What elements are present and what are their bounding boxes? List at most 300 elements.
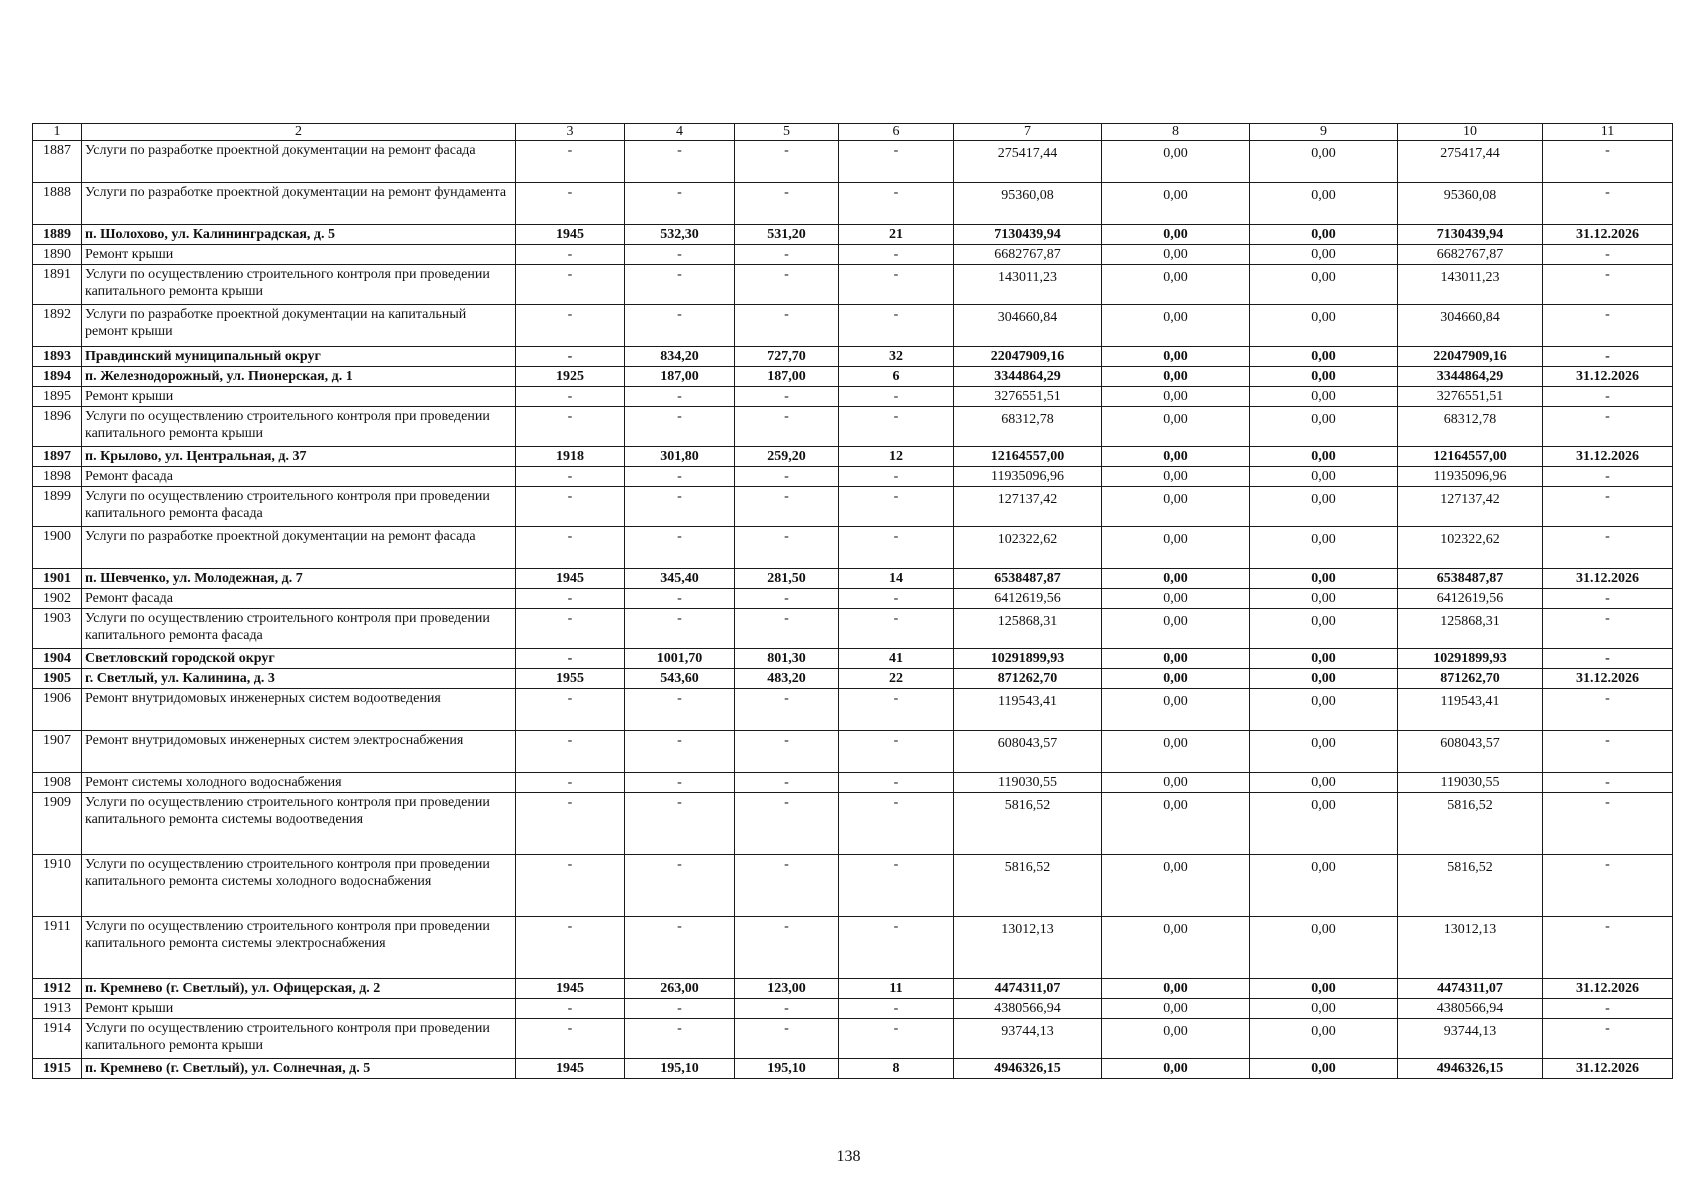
cost-fund-cell: 0,00 bbox=[1102, 731, 1250, 773]
area-living-cell: - bbox=[735, 689, 839, 731]
item-name-cell: Ремонт системы холодного водоснабжения bbox=[82, 773, 516, 793]
cost-owners-cell: 4946326,15 bbox=[1398, 1059, 1543, 1079]
cost-total-cell: 93744,13 bbox=[954, 1019, 1102, 1059]
row-number-cell: 1904 bbox=[33, 649, 82, 669]
table-row bbox=[33, 407, 1673, 447]
cost-total-cell: 3344864,29 bbox=[954, 367, 1102, 387]
cost-total-cell: 125868,31 bbox=[954, 609, 1102, 649]
residents-cell: - bbox=[839, 999, 954, 1019]
year-cell: - bbox=[516, 649, 625, 669]
area-total-cell: - bbox=[625, 527, 735, 569]
table-row-object bbox=[33, 569, 1673, 589]
row-number-cell: 1911 bbox=[33, 917, 82, 979]
year-cell: - bbox=[516, 183, 625, 225]
residents-cell: 11 bbox=[839, 979, 954, 999]
residents-cell: - bbox=[839, 1019, 954, 1059]
area-total-cell: - bbox=[625, 609, 735, 649]
item-name-cell: Ремонт крыши bbox=[82, 245, 516, 265]
item-name-cell: Услуги по осуществлению строительного контроля при проведении капитального ремонта крыши bbox=[82, 1019, 516, 1059]
row-number-cell: 1915 bbox=[33, 1059, 82, 1079]
item-name-cell: п. Шолохово, ул. Калининградская, д. 5 bbox=[82, 225, 516, 245]
area-total-cell: - bbox=[625, 999, 735, 1019]
cost-budget-cell: 0,00 bbox=[1250, 979, 1398, 999]
deadline-cell: 31.12.2026 bbox=[1543, 1059, 1673, 1079]
year-cell: - bbox=[516, 305, 625, 347]
cost-owners-cell: 119543,41 bbox=[1398, 689, 1543, 731]
cost-budget-cell: 0,00 bbox=[1250, 589, 1398, 609]
cost-total-cell: 119543,41 bbox=[954, 689, 1102, 731]
residents-cell: - bbox=[839, 265, 954, 305]
table-row-object bbox=[33, 225, 1673, 245]
deadline-cell: - bbox=[1543, 855, 1673, 917]
cost-fund-cell: 0,00 bbox=[1102, 649, 1250, 669]
cost-owners-cell: 6538487,87 bbox=[1398, 569, 1543, 589]
cost-owners-cell: 6682767,87 bbox=[1398, 245, 1543, 265]
cost-budget-cell: 0,00 bbox=[1250, 689, 1398, 731]
cost-fund-cell: 0,00 bbox=[1102, 999, 1250, 1019]
cost-fund-cell: 0,00 bbox=[1102, 347, 1250, 367]
row-number-cell: 1889 bbox=[33, 225, 82, 245]
year-cell: 1945 bbox=[516, 225, 625, 245]
area-total-cell: 301,80 bbox=[625, 447, 735, 467]
row-number-cell: 1912 bbox=[33, 979, 82, 999]
cost-total-cell: 95360,08 bbox=[954, 183, 1102, 225]
item-name-cell: Услуги по осуществлению строительного контроля при проведении капитального ремонта фасада bbox=[82, 487, 516, 527]
row-number-cell: 1896 bbox=[33, 407, 82, 447]
cost-owners-cell: 10291899,93 bbox=[1398, 649, 1543, 669]
area-living-cell: - bbox=[735, 487, 839, 527]
item-name-cell: Услуги по осуществлению строительного контроля при проведении капитального ремонта крыши bbox=[82, 265, 516, 305]
cost-total-cell: 4474311,07 bbox=[954, 979, 1102, 999]
cost-total-cell: 7130439,94 bbox=[954, 225, 1102, 245]
year-cell: - bbox=[516, 141, 625, 183]
area-living-cell: 123,00 bbox=[735, 979, 839, 999]
area-living-cell: 727,70 bbox=[735, 347, 839, 367]
row-number-cell: 1906 bbox=[33, 689, 82, 731]
area-total-cell: - bbox=[625, 917, 735, 979]
cost-budget-cell: 0,00 bbox=[1250, 367, 1398, 387]
table-row-object bbox=[33, 979, 1673, 999]
item-name-cell: п. Крылово, ул. Центральная, д. 37 bbox=[82, 447, 516, 467]
row-number-cell: 1902 bbox=[33, 589, 82, 609]
column-header: 9 bbox=[1250, 124, 1398, 141]
area-living-cell: 195,10 bbox=[735, 1059, 839, 1079]
area-living-cell: 259,20 bbox=[735, 447, 839, 467]
deadline-cell: 31.12.2026 bbox=[1543, 367, 1673, 387]
table-row bbox=[33, 467, 1673, 487]
item-name-cell: Светловский городской округ bbox=[82, 649, 516, 669]
cost-owners-cell: 5816,52 bbox=[1398, 793, 1543, 855]
table-row bbox=[33, 793, 1673, 855]
area-living-cell: - bbox=[735, 855, 839, 917]
item-name-cell: п. Кремнево (г. Светлый), ул. Офицерская, д. 2 bbox=[82, 979, 516, 999]
cost-fund-cell: 0,00 bbox=[1102, 979, 1250, 999]
cost-budget-cell: 0,00 bbox=[1250, 569, 1398, 589]
cost-total-cell: 3276551,51 bbox=[954, 387, 1102, 407]
item-name-cell: Услуги по осуществлению строительного контроля при проведении капитального ремонта системы водоотведения bbox=[82, 793, 516, 855]
cost-fund-cell: 0,00 bbox=[1102, 527, 1250, 569]
year-cell: - bbox=[516, 265, 625, 305]
cost-total-cell: 6412619,56 bbox=[954, 589, 1102, 609]
item-name-cell: Услуги по осуществлению строительного контроля при проведении капитального ремонта фасада bbox=[82, 609, 516, 649]
table-row bbox=[33, 183, 1673, 225]
residents-cell: - bbox=[839, 527, 954, 569]
row-number-cell: 1910 bbox=[33, 855, 82, 917]
cost-owners-cell: 3276551,51 bbox=[1398, 387, 1543, 407]
cost-budget-cell: 0,00 bbox=[1250, 999, 1398, 1019]
cost-owners-cell: 608043,57 bbox=[1398, 731, 1543, 773]
cost-owners-cell: 4380566,94 bbox=[1398, 999, 1543, 1019]
deadline-cell: - bbox=[1543, 467, 1673, 487]
column-header: 6 bbox=[839, 124, 954, 141]
area-living-cell: - bbox=[735, 387, 839, 407]
item-name-cell: п. Кремнево (г. Светлый), ул. Солнечная, д. 5 bbox=[82, 1059, 516, 1079]
area-living-cell: 187,00 bbox=[735, 367, 839, 387]
cost-owners-cell: 143011,23 bbox=[1398, 265, 1543, 305]
cost-budget-cell: 0,00 bbox=[1250, 527, 1398, 569]
cost-total-cell: 119030,55 bbox=[954, 773, 1102, 793]
column-header: 8 bbox=[1102, 124, 1250, 141]
cost-total-cell: 5816,52 bbox=[954, 855, 1102, 917]
residents-cell: - bbox=[839, 609, 954, 649]
cost-total-cell: 68312,78 bbox=[954, 407, 1102, 447]
deadline-cell: - bbox=[1543, 773, 1673, 793]
cost-budget-cell: 0,00 bbox=[1250, 225, 1398, 245]
cost-total-cell: 11935096,96 bbox=[954, 467, 1102, 487]
cost-total-cell: 13012,13 bbox=[954, 917, 1102, 979]
area-total-cell: - bbox=[625, 731, 735, 773]
residents-cell: 21 bbox=[839, 225, 954, 245]
residents-cell: - bbox=[839, 773, 954, 793]
area-total-cell: - bbox=[625, 387, 735, 407]
year-cell: - bbox=[516, 347, 625, 367]
cost-owners-cell: 93744,13 bbox=[1398, 1019, 1543, 1059]
row-number-cell: 1900 bbox=[33, 527, 82, 569]
item-name-cell: Ремонт внутридомовых инженерных систем водоотведения bbox=[82, 689, 516, 731]
year-cell: - bbox=[516, 917, 625, 979]
area-total-cell: 263,00 bbox=[625, 979, 735, 999]
residents-cell: - bbox=[839, 855, 954, 917]
residents-cell: - bbox=[839, 183, 954, 225]
cost-total-cell: 22047909,16 bbox=[954, 347, 1102, 367]
year-cell: 1955 bbox=[516, 669, 625, 689]
cost-budget-cell: 0,00 bbox=[1250, 917, 1398, 979]
area-total-cell: - bbox=[625, 689, 735, 731]
area-total-cell: - bbox=[625, 245, 735, 265]
cost-budget-cell: 0,00 bbox=[1250, 487, 1398, 527]
year-cell: 1945 bbox=[516, 979, 625, 999]
cost-fund-cell: 0,00 bbox=[1102, 305, 1250, 347]
table-row bbox=[33, 387, 1673, 407]
year-cell: - bbox=[516, 467, 625, 487]
deadline-cell: - bbox=[1543, 245, 1673, 265]
deadline-cell: 31.12.2026 bbox=[1543, 569, 1673, 589]
area-total-cell: 834,20 bbox=[625, 347, 735, 367]
table-row-object bbox=[33, 1059, 1673, 1079]
deadline-cell: - bbox=[1543, 731, 1673, 773]
cost-total-cell: 12164557,00 bbox=[954, 447, 1102, 467]
cost-fund-cell: 0,00 bbox=[1102, 407, 1250, 447]
cost-fund-cell: 0,00 bbox=[1102, 773, 1250, 793]
area-total-cell: - bbox=[625, 487, 735, 527]
row-number-cell: 1914 bbox=[33, 1019, 82, 1059]
table-row bbox=[33, 141, 1673, 183]
cost-fund-cell: 0,00 bbox=[1102, 669, 1250, 689]
year-cell: 1945 bbox=[516, 569, 625, 589]
area-total-cell: - bbox=[625, 467, 735, 487]
deadline-cell: 31.12.2026 bbox=[1543, 669, 1673, 689]
area-living-cell: - bbox=[735, 527, 839, 569]
area-living-cell: - bbox=[735, 1019, 839, 1059]
row-number-cell: 1888 bbox=[33, 183, 82, 225]
table-row-object bbox=[33, 669, 1673, 689]
residents-cell: - bbox=[839, 917, 954, 979]
table-row bbox=[33, 917, 1673, 979]
year-cell: - bbox=[516, 793, 625, 855]
deadline-cell: - bbox=[1543, 347, 1673, 367]
year-cell: - bbox=[516, 487, 625, 527]
item-name-cell: Услуги по разработке проектной документации на ремонт фундамента bbox=[82, 183, 516, 225]
cost-owners-cell: 871262,70 bbox=[1398, 669, 1543, 689]
area-total-cell: 195,10 bbox=[625, 1059, 735, 1079]
row-number-cell: 1903 bbox=[33, 609, 82, 649]
deadline-cell: - bbox=[1543, 589, 1673, 609]
cost-total-cell: 6538487,87 bbox=[954, 569, 1102, 589]
deadline-cell: 31.12.2026 bbox=[1543, 225, 1673, 245]
deadline-cell: - bbox=[1543, 689, 1673, 731]
cost-owners-cell: 127137,42 bbox=[1398, 487, 1543, 527]
row-number-cell: 1905 bbox=[33, 669, 82, 689]
cost-owners-cell: 6412619,56 bbox=[1398, 589, 1543, 609]
table-row bbox=[33, 305, 1673, 347]
residents-cell: - bbox=[839, 793, 954, 855]
area-living-cell: - bbox=[735, 245, 839, 265]
year-cell: 1945 bbox=[516, 1059, 625, 1079]
table-row bbox=[33, 589, 1673, 609]
cost-owners-cell: 12164557,00 bbox=[1398, 447, 1543, 467]
item-name-cell: Ремонт крыши bbox=[82, 387, 516, 407]
cost-fund-cell: 0,00 bbox=[1102, 917, 1250, 979]
cost-owners-cell: 275417,44 bbox=[1398, 141, 1543, 183]
cost-owners-cell: 3344864,29 bbox=[1398, 367, 1543, 387]
row-number-cell: 1901 bbox=[33, 569, 82, 589]
cost-fund-cell: 0,00 bbox=[1102, 467, 1250, 487]
cost-fund-cell: 0,00 bbox=[1102, 245, 1250, 265]
cost-budget-cell: 0,00 bbox=[1250, 793, 1398, 855]
column-header: 11 bbox=[1543, 124, 1673, 141]
item-name-cell: Услуги по разработке проектной документации на ремонт фасада bbox=[82, 527, 516, 569]
cost-budget-cell: 0,00 bbox=[1250, 609, 1398, 649]
cost-fund-cell: 0,00 bbox=[1102, 183, 1250, 225]
residents-cell: - bbox=[839, 407, 954, 447]
cost-owners-cell: 119030,55 bbox=[1398, 773, 1543, 793]
cost-budget-cell: 0,00 bbox=[1250, 731, 1398, 773]
row-number-cell: 1909 bbox=[33, 793, 82, 855]
residents-cell: - bbox=[839, 141, 954, 183]
cost-fund-cell: 0,00 bbox=[1102, 1059, 1250, 1079]
table-row-object bbox=[33, 347, 1673, 367]
cost-fund-cell: 0,00 bbox=[1102, 141, 1250, 183]
table-row bbox=[33, 487, 1673, 527]
cost-budget-cell: 0,00 bbox=[1250, 387, 1398, 407]
cost-owners-cell: 125868,31 bbox=[1398, 609, 1543, 649]
residents-cell: - bbox=[839, 731, 954, 773]
year-cell: - bbox=[516, 1019, 625, 1059]
area-total-cell: - bbox=[625, 589, 735, 609]
cost-budget-cell: 0,00 bbox=[1250, 447, 1398, 467]
deadline-cell: - bbox=[1543, 387, 1673, 407]
area-living-cell: - bbox=[735, 183, 839, 225]
cost-fund-cell: 0,00 bbox=[1102, 387, 1250, 407]
year-cell: - bbox=[516, 855, 625, 917]
cost-budget-cell: 0,00 bbox=[1250, 141, 1398, 183]
cost-total-cell: 10291899,93 bbox=[954, 649, 1102, 669]
column-header: 1 bbox=[33, 124, 82, 141]
residents-cell: 32 bbox=[839, 347, 954, 367]
cost-fund-cell: 0,00 bbox=[1102, 689, 1250, 731]
table-row bbox=[33, 855, 1673, 917]
column-header: 2 bbox=[82, 124, 516, 141]
item-name-cell: Ремонт крыши bbox=[82, 999, 516, 1019]
row-number-cell: 1908 bbox=[33, 773, 82, 793]
cost-fund-cell: 0,00 bbox=[1102, 855, 1250, 917]
cost-total-cell: 304660,84 bbox=[954, 305, 1102, 347]
cost-budget-cell: 0,00 bbox=[1250, 347, 1398, 367]
cost-budget-cell: 0,00 bbox=[1250, 183, 1398, 225]
residents-cell: - bbox=[839, 487, 954, 527]
year-cell: - bbox=[516, 689, 625, 731]
column-header: 7 bbox=[954, 124, 1102, 141]
area-total-cell: 1001,70 bbox=[625, 649, 735, 669]
deadline-cell: - bbox=[1543, 609, 1673, 649]
area-living-cell: - bbox=[735, 305, 839, 347]
row-number-cell: 1895 bbox=[33, 387, 82, 407]
area-total-cell: - bbox=[625, 793, 735, 855]
residents-cell: 22 bbox=[839, 669, 954, 689]
cost-fund-cell: 0,00 bbox=[1102, 367, 1250, 387]
area-living-cell: - bbox=[735, 999, 839, 1019]
cost-budget-cell: 0,00 bbox=[1250, 407, 1398, 447]
cost-owners-cell: 13012,13 bbox=[1398, 917, 1543, 979]
item-name-cell: Услуги по осуществлению строительного контроля при проведении капитального ремонта системы электроснабжения bbox=[82, 917, 516, 979]
cost-budget-cell: 0,00 bbox=[1250, 467, 1398, 487]
row-number-cell: 1913 bbox=[33, 999, 82, 1019]
cost-fund-cell: 0,00 bbox=[1102, 589, 1250, 609]
column-number-header-row bbox=[33, 124, 1673, 141]
cost-total-cell: 127137,42 bbox=[954, 487, 1102, 527]
residents-cell: - bbox=[839, 589, 954, 609]
cost-fund-cell: 0,00 bbox=[1102, 569, 1250, 589]
area-living-cell: - bbox=[735, 141, 839, 183]
table-row bbox=[33, 245, 1673, 265]
cost-owners-cell: 5816,52 bbox=[1398, 855, 1543, 917]
year-cell: - bbox=[516, 731, 625, 773]
cost-fund-cell: 0,00 bbox=[1102, 225, 1250, 245]
residents-cell: - bbox=[839, 245, 954, 265]
cost-fund-cell: 0,00 bbox=[1102, 793, 1250, 855]
deadline-cell: - bbox=[1543, 999, 1673, 1019]
item-name-cell: п. Железнодорожный, ул. Пионерская, д. 1 bbox=[82, 367, 516, 387]
row-number-cell: 1893 bbox=[33, 347, 82, 367]
area-total-cell: - bbox=[625, 183, 735, 225]
column-header: 3 bbox=[516, 124, 625, 141]
cost-budget-cell: 0,00 bbox=[1250, 773, 1398, 793]
deadline-cell: - bbox=[1543, 1019, 1673, 1059]
cost-owners-cell: 22047909,16 bbox=[1398, 347, 1543, 367]
area-total-cell: - bbox=[625, 305, 735, 347]
table-row bbox=[33, 1019, 1673, 1059]
year-cell: - bbox=[516, 773, 625, 793]
cost-total-cell: 4380566,94 bbox=[954, 999, 1102, 1019]
area-living-cell: - bbox=[735, 609, 839, 649]
row-number-cell: 1894 bbox=[33, 367, 82, 387]
cost-total-cell: 143011,23 bbox=[954, 265, 1102, 305]
column-header: 5 bbox=[735, 124, 839, 141]
item-name-cell: Услуги по разработке проектной документации на капитальный ремонт крыши bbox=[82, 305, 516, 347]
deadline-cell: - bbox=[1543, 265, 1673, 305]
area-living-cell: 531,20 bbox=[735, 225, 839, 245]
table-row bbox=[33, 731, 1673, 773]
deadline-cell: - bbox=[1543, 649, 1673, 669]
table-row-object bbox=[33, 649, 1673, 669]
cost-owners-cell: 4474311,07 bbox=[1398, 979, 1543, 999]
cost-total-cell: 5816,52 bbox=[954, 793, 1102, 855]
year-cell: - bbox=[516, 387, 625, 407]
deadline-cell: - bbox=[1543, 305, 1673, 347]
cost-fund-cell: 0,00 bbox=[1102, 265, 1250, 305]
cost-budget-cell: 0,00 bbox=[1250, 305, 1398, 347]
cost-budget-cell: 0,00 bbox=[1250, 265, 1398, 305]
item-name-cell: Услуги по осуществлению строительного контроля при проведении капитального ремонта крыши bbox=[82, 407, 516, 447]
table-row bbox=[33, 689, 1673, 731]
table-row bbox=[33, 265, 1673, 305]
row-number-cell: 1898 bbox=[33, 467, 82, 487]
area-total-cell: - bbox=[625, 855, 735, 917]
row-number-cell: 1892 bbox=[33, 305, 82, 347]
cost-total-cell: 871262,70 bbox=[954, 669, 1102, 689]
residents-cell: 6 bbox=[839, 367, 954, 387]
area-living-cell: 483,20 bbox=[735, 669, 839, 689]
area-living-cell: 281,50 bbox=[735, 569, 839, 589]
area-living-cell: - bbox=[735, 793, 839, 855]
year-cell: - bbox=[516, 407, 625, 447]
residents-cell: 12 bbox=[839, 447, 954, 467]
residents-cell: 14 bbox=[839, 569, 954, 589]
area-total-cell: - bbox=[625, 773, 735, 793]
cost-owners-cell: 95360,08 bbox=[1398, 183, 1543, 225]
year-cell: - bbox=[516, 527, 625, 569]
deadline-cell: - bbox=[1543, 487, 1673, 527]
residents-cell: - bbox=[839, 689, 954, 731]
item-name-cell: г. Светлый, ул. Калинина, д. 3 bbox=[82, 669, 516, 689]
cost-owners-cell: 68312,78 bbox=[1398, 407, 1543, 447]
area-living-cell: 801,30 bbox=[735, 649, 839, 669]
year-cell: 1925 bbox=[516, 367, 625, 387]
deadline-cell: - bbox=[1543, 183, 1673, 225]
cost-budget-cell: 0,00 bbox=[1250, 649, 1398, 669]
cost-fund-cell: 0,00 bbox=[1102, 609, 1250, 649]
item-name-cell: п. Шевченко, ул. Молодежная, д. 7 bbox=[82, 569, 516, 589]
year-cell: - bbox=[516, 589, 625, 609]
table-row bbox=[33, 527, 1673, 569]
area-total-cell: - bbox=[625, 1019, 735, 1059]
area-total-cell: - bbox=[625, 141, 735, 183]
row-number-cell: 1907 bbox=[33, 731, 82, 773]
year-cell: - bbox=[516, 245, 625, 265]
cost-budget-cell: 0,00 bbox=[1250, 1019, 1398, 1059]
cost-owners-cell: 11935096,96 bbox=[1398, 467, 1543, 487]
table-row bbox=[33, 999, 1673, 1019]
